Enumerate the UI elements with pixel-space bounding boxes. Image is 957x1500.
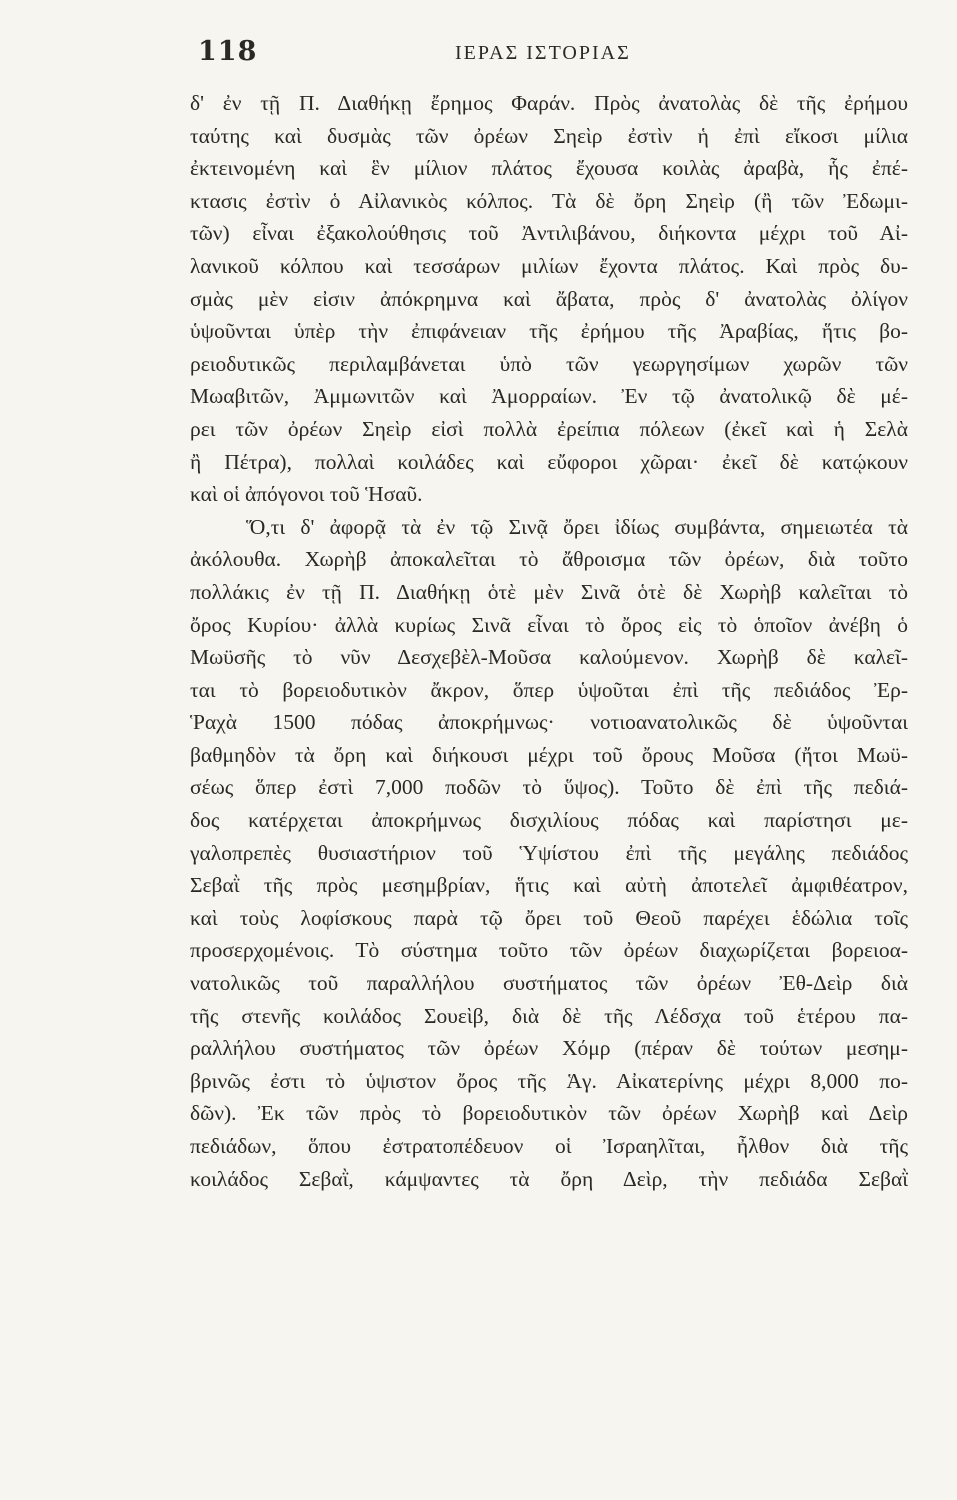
paragraph-start-line: Ὅ,τι δ' ἀφορᾷ τὰ ἐν τῷ Σινᾷ ὄρει ἰδίως συμβάντα, σημειωτέα τὰ: [246, 514, 908, 539]
text-line: ρει τῶν ὀρέων Σηεὶρ εἰσὶ πολλὰ ἐρείπια πόλεων (ἐκεῖ καὶ ἡ Σελὰ: [190, 416, 908, 441]
text-line: Μωαβιτῶν, Ἀμμωνιτῶν καὶ Ἀμορραίων. Ἐν τῷ ἀνατολικῷ δὲ μέ-: [190, 384, 908, 409]
text-line: καὶ τοὺς λοφίσκους παρὰ τῷ ὄρει τοῦ Θεοῦ παρέχει ἑδώλια τοῖς: [190, 905, 908, 930]
text-line: δος κατέρχεται ἀποκρήμνως δισχιλίους πόδας καὶ παρίστησι με-: [190, 808, 908, 833]
text-line: Ῥαχὰ 1500 πόδας ἀποκρήμνως· νοτιοανατολικῶς δὲ ὑψοῦνται: [190, 710, 908, 735]
body-text: [190, 87, 908, 1195]
text-line: νατολικῶς τοῦ παραλλήλου συστήματος τῶν ὀρέων Ἐθ-Δεὶρ διὰ: [190, 971, 908, 996]
text-line: ται τὸ βορειοδυτικὸν ἄκρον, ὅπερ ὑψοῦται ἐπὶ τῆς πεδιάδος Ἐρ-: [190, 677, 908, 702]
text-line: τῶν) εἶναι ἐξακολούθησις τοῦ Ἀντιλιβάνου, διήκοντα μέχρι τοῦ Αἰ-: [190, 221, 908, 246]
text-line: πεδιάδων, ὅπου ἐστρατοπέδευον οἱ Ἰσραηλῖται, ἦλθον διὰ τῆς: [190, 1134, 908, 1158]
text-line: ρειοδυτικῶς περιλαμβάνεται ὑπὸ τῶν γεωργησίμων χωρῶν τῶν: [190, 351, 908, 376]
text-line: κοιλάδος Σεβαῒ, κάμψαντες τὰ ὄρη Δεὶρ, τὴν πεδιάδα Σεβαῒ: [190, 1166, 908, 1191]
text-line: Μωϋσῆς τὸ νῦν Δεσχεβὲλ-Μοῦσα καλούμενον. Χωρὴβ δὲ καλεῖ-: [190, 645, 908, 670]
paragraph-end-line: καὶ οἱ ἀπόγονοι τοῦ Ἡσαῦ.: [190, 482, 423, 507]
page-number: 118: [198, 36, 258, 67]
text-line: ραλλήλου συστήματος τῶν ὀρέων Χόμρ (πέραν δὲ τούτων μεσημ-: [190, 1036, 908, 1061]
text-line: δ' ἐν τῇ Π. Διαθήκῃ ἔρημος Φαράν. Πρὸς ἀνατολὰς δὲ τῆς ἐρήμου: [190, 91, 908, 115]
text-line: σέως ὅπερ ἐστὶ 7,000 ποδῶν τὸ ὕψος). Τοῦτο δὲ ἐπὶ τῆς πεδιά-: [190, 775, 908, 800]
text-line: ὑψοῦνται ὑπὲρ τὴν ἐπιφάνειαν τῆς ἐρήμου τῆς Ἀραβίας, ἥτις βο-: [190, 319, 908, 344]
text-line: βρινῶς ἐστι τὸ ὑψιστον ὄρος τῆς Ἁγ. Αἰκατερίνης μέχρι 8,000 πο-: [190, 1068, 908, 1093]
text-line: Σεβαῒ τῆς πρὸς μεσημβρίαν, ἥτις καὶ αὐτὴ ἀποτελεῖ ἀμφιθέατρον,: [190, 873, 908, 898]
text-line: ἢ Πέτρα), πολλαὶ κοιλάδες καὶ εὔφοροι χῶραι· ἐκεῖ δὲ κατῴκουν: [190, 449, 908, 474]
text-line: δῶν). Ἐκ τῶν πρὸς τὸ βορειοδυτικὸν τῶν ὀρέων Χωρὴβ καὶ Δεὶρ: [190, 1101, 908, 1126]
text-line: προσερχομένοις. Τὸ σύστημα τοῦτο τῶν ὀρέων διαχωρίζεται βορειοα-: [190, 938, 908, 963]
text-line: ἀκόλουθα. Χωρὴβ ἀποκαλεῖται τὸ ἄθροισμα τῶν ὀρέων, διὰ τοῦτο: [190, 547, 908, 572]
text-line: ταύτης καὶ δυσμὰς τῶν ὀρέων Σηεὶρ ἐστὶν ἡ ἐπὶ εἴκοσι μίλια: [190, 123, 908, 148]
text-line: τῆς στενῆς κοιλάδος Σουεὶβ, διὰ δὲ τῆς Λέδσχα τοῦ ἑτέρου πα-: [190, 1003, 908, 1028]
text-line: κτασις ἐστὶν ὁ Αἰλανικὸς κόλπος. Τὰ δὲ ὄρη Σηεὶρ (ἢ τῶν Ἐδωμι-: [190, 188, 908, 213]
text-line: γαλοπρεπὲς θυσιαστήριον τοῦ Ὑψίστου ἐπὶ τῆς μεγάλης πεδιάδος: [190, 840, 908, 865]
text-line: βαθμηδὸν τὰ ὄρη καὶ διήκουσι μέχρι τοῦ ὄρους Μοῦσα (ἤτοι Μωϋ-: [190, 742, 908, 767]
text-line: λανικοῦ κόλπου καὶ τεσσάρων μιλίων ἔχοντα πλάτος. Καὶ πρὸς δυ-: [190, 253, 908, 278]
text-line: πολλάκις ἐν τῇ Π. Διαθήκῃ ὁτὲ μὲν Σινᾶ ὁτὲ δὲ Χωρὴβ καλεῖται τὸ: [190, 579, 908, 604]
running-title: ΙΕΡΑΣ ΙΣΤΟΡΙΑΣ: [455, 42, 631, 64]
text-line: ὄρος Κυρίου· ἀλλὰ κυρίως Σινᾶ εἶναι τὸ ὄρος εἰς τὸ ὁποῖον ἀνέβη ὁ: [190, 612, 908, 637]
page-header: [190, 36, 908, 76]
text-line: ἐκτεινομένη καὶ ἓν μίλιον πλάτος ἔχουσα κοιλὰς ἀραβὰ, ἧς ἐπέ-: [190, 156, 908, 181]
text-line: σμὰς μὲν εἰσιν ἀπόκρημνα καὶ ἄβατα, πρὸς δ' ἀνατολὰς ὀλίγον: [190, 286, 908, 311]
